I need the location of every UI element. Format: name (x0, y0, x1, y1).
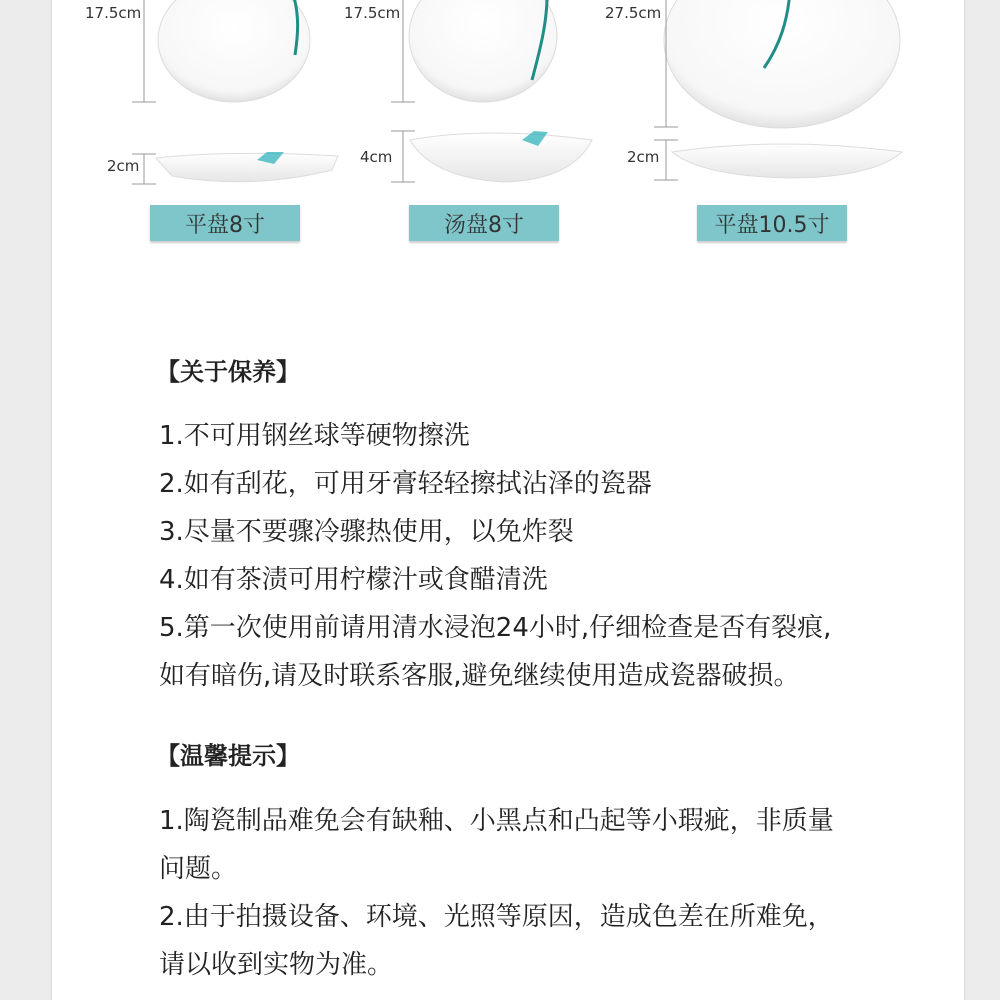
plate-1-diameter: 17.5cm (85, 4, 142, 22)
tips-line: 1.陶瓷制品难免会有缺釉、小黑点和凸起等小瑕疵，非质量 (159, 806, 834, 836)
plate-1-label: 平盘8寸 (150, 205, 300, 241)
flat-plate-8-top (158, 0, 310, 102)
tips-line: 请以收到实物为准。 (159, 950, 394, 980)
flat-plate-10-5-side (672, 144, 902, 178)
care-line: 1.不可用钢丝球等硬物擦洗 (159, 421, 470, 451)
soup-plate-8-top (409, 0, 557, 102)
care-line: 5.第一次使用前请用清水浸泡24小时,仔细检查是否有裂痕, (159, 613, 832, 643)
plate-3-height: 2cm (627, 148, 660, 166)
flat-plate-10-5-top (664, 0, 900, 128)
care-line: 4.如有茶渍可用柠檬汁或食醋清洗 (159, 565, 548, 595)
flat-plate-8-side (156, 152, 338, 182)
plate-3-diameter: 27.5cm (605, 4, 662, 22)
tips-line: 2.由于拍摄设备、环境、光照等原因，造成色差在所难免， (159, 902, 834, 932)
plate-2-height: 4cm (360, 148, 393, 166)
plate-3-label: 平盘10.5寸 (697, 205, 847, 241)
plate-1-height: 2cm (107, 157, 140, 175)
plate-illustrations (52, 0, 964, 300)
plate-2-diameter: 17.5cm (344, 4, 401, 22)
product-detail-page (52, 0, 964, 1000)
care-line: 如有暗伤,请及时联系客服,避免继续使用造成瓷器破损。 (159, 661, 800, 691)
soup-plate-8-side (410, 131, 592, 182)
care-line: 2.如有刮花，可用牙膏轻轻擦拭沾泽的瓷器 (159, 469, 652, 499)
care-line: 3.尽量不要骤冷骤热使用，以免炸裂 (159, 517, 574, 547)
care-section-title: 【关于保养】 (156, 358, 300, 386)
plate-2-label: 汤盘8寸 (409, 205, 559, 241)
tips-section-title: 【温馨提示】 (156, 742, 300, 770)
tips-line: 问题。 (159, 854, 238, 884)
